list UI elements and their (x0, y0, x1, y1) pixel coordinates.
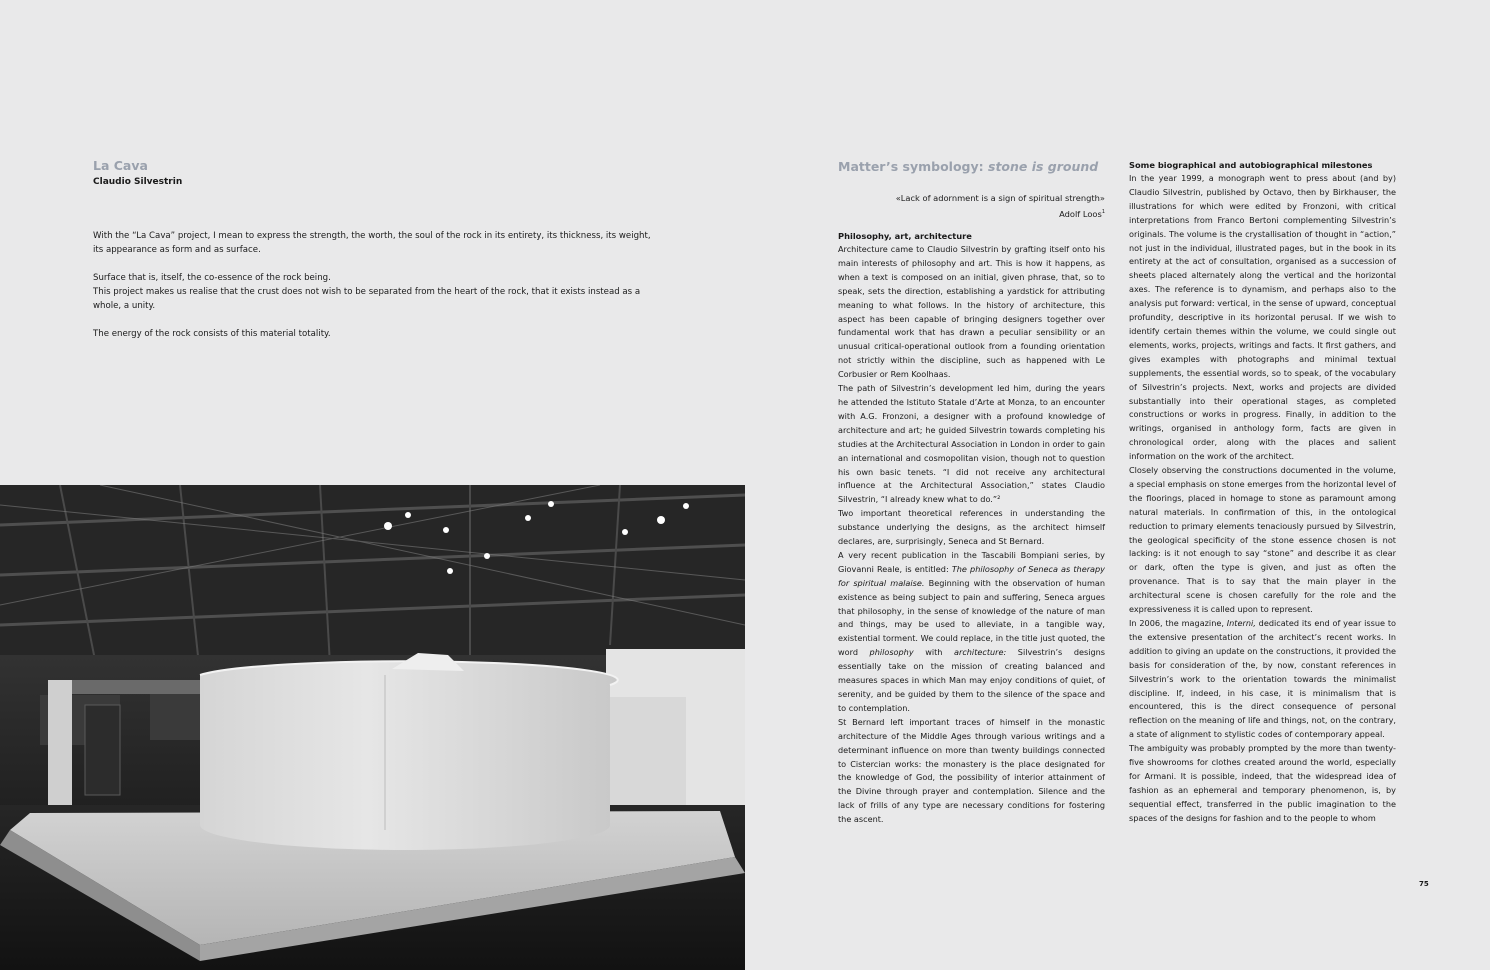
text-run: A very recent publication in the Tascabili Bompiani series, by Giovanni Reale, is entitled: (838, 549, 1105, 574)
epigraph (838, 191, 1105, 221)
intro-text (93, 229, 655, 355)
chapter-title-plain: Matter’s symbology: (838, 159, 988, 174)
epigraph-attribution (838, 205, 1105, 221)
chapter-title (838, 159, 1098, 174)
body-paragraph: Two important theoretical references in understanding the substance underlying the designs, as the architect himself declares, are, surprisingly, Seneca and St Bernard. (838, 508, 1105, 547)
body-paragraph (838, 549, 1105, 716)
body-paragraph: The ambiguity was probably prompted by the more than twenty-five showrooms for clothes created around the world, especially for Armani. It is possible, indeed, that the widespread idea of fashion as an ephemeral and temporary phenomenon, is, by sequential effect, transferred in the public imagination to the spaces of the designs for fashion and to the people to whom (1129, 743, 1396, 823)
section-heading: Some biographical and autobiographical milestones (1129, 160, 1373, 170)
epigraph-author: Adolf Loos (1059, 208, 1102, 219)
project-author: Claudio Silvestrin (93, 177, 183, 187)
body-paragraph: St Bernard left important traces of himself in the monastic architecture of the Middle Ages through various writings and a determinant influence on more than twenty buildings connected to Cistercian works: the monastery is the place designated for the knowledge of God, the possibility of interior attainment of the Divine through prayer and contemplation. Silence and the lack of frills of any type are necessary conditions for fostering the ascent. (838, 716, 1105, 825)
epigraph-quote: «Lack of adornment is a sign of spiritual strength» (895, 193, 1105, 203)
body-paragraph (1129, 617, 1396, 742)
footnote-marker: 1 (1101, 209, 1105, 215)
intro-paragraph: The energy of the rock consists of this material totality. (93, 329, 331, 339)
intro-paragraph: With the “La Cava” project, I mean to express the strength, the worth, the soul of the rock in its entirety, its thickness, its weight, its appearance as form and as surface. (93, 231, 651, 255)
text-run: In 2006, the magazine, (1129, 618, 1227, 628)
exhibition-photo (0, 485, 745, 970)
body-paragraph: In the year 1999, a monograph went to press about (and by) Claudio Silvestrin, published by Octavo, then by Birkhauser, the illustrations for which were edited by Fronzoni, with critical interpretations from Franco Bertoni complementing Silvestrin’s originals. The volume is the crystallisation of thought in “action,” not just in the individual, illustrated pages, but in the book in its entirety at the act of consultation, organised as a succession of sheets placed alternately along the vertical and the horizontal axes. The reference is to dynamism, and perhaps also to the analysis put forward: vertical, in the sense of upward, conceptual profundity, descriptive in its horizontal perusal. If we wish to identify certain themes within the volume, we could single out elements, works, projects, writings and facts. It first gathers, and gives examples with photographs and minimal textual supplements, the essential words, so to speak, of the vocabulary of Silvestrin’s projects. Next, works and projects are divided substantially into their operational stages, as completed constructions or works in progress. Finally, in addition to the writings, organised in anthology form, facts are given in chronological order, along with the places and salient information on the work of the architect. (1129, 173, 1396, 462)
section-heading: Philosophy, art, architecture (838, 231, 972, 241)
magazine-title: Interni, (1226, 618, 1256, 628)
emphasis: architecture: (954, 647, 1007, 658)
text-run: Silvestrin’s designs essentially take on the mission of creating balanced and measures spaces in which Man may enjoy conditions of quiet, of serenity, and be guided by them to the silence of the space and to contemplation. (838, 647, 1106, 713)
text-column-2 (1129, 158, 1396, 826)
body-paragraph: Architecture came to Claudio Silvestrin by grafting itself onto his main interests of philosophy and art. This is how it happens, as when a text is composed on an initial, given phrase, that, so to speak, sets the direction, establishing a yardstick for attributing meaning to what follows. In the history of architecture, this aspect has been capable of bringing designers together over fundamental work that has drawn a peculiar sensibility or an unusual critical-operational outlook from a founding orientation not strictly within the discipline, such as happened with Le Corbusier or Rem Koolhaas. (838, 244, 1105, 380)
body-paragraph: Closely observing the constructions documented in the volume, a special emphasis on stone emerges from the horizontal level of the floorings, placed in homage to stone as paramount among natural materials. In confirmation of this, in the ontological reduction to primary elements tenaciously pursued by Silvestrin, the geological specificity of the stone essence chosen is not lacking: is it not enough to say “stone” and describe it as clear or dark, often the type is given, and just as often the provenance. That is to say that the main player in the architectural scene is chosen carefully for the role and the expressiveness it is called upon to represent. (1129, 465, 1396, 615)
la-cava-installation-image (0, 485, 745, 970)
body-paragraph: The path of Silvestrin’s development led him, during the years he attended the Istituto Statale d’Arte at Monza, to an encounter with A.G. Fronzoni, a designer with a profound knowledge of architecture and art; he guided Silvestrin towards completing his studies at the Architectural Association in London in order to gain an international and cosmopolitan vision, though not to question his own basic tenets. “I did not receive any architectural influence at the Architectural Association,” states Claudio Silvestrin, “I already knew what to do.”² (838, 383, 1105, 505)
book-title: The philosophy of Seneca as therapy for spiritual malaise. (838, 563, 1105, 588)
text-run: dedicated its end of year issue to the extensive presentation of the architect’s recent works. In addition to giving an update on the constructions, it provided the basis for consideration of the, by now, constant references in Silvestrin’s work to the orientation towards the minimalist discipline. If, indeed, in his case, it is minimalism that is encountered, this is the direct consequence of personal reflection on the meaning of life and things, not, on the contrary, a state of alignment to stylistic codes of contemporary appeal. (1129, 618, 1396, 740)
project-title: La Cava (93, 158, 148, 173)
text-column-1 (838, 229, 1105, 827)
emphasis: philosophy (869, 647, 914, 658)
text-run: with (913, 647, 954, 658)
chapter-title-italic: stone is ground (988, 159, 1099, 174)
intro-paragraph: Surface that is, itself, the co-essence of the rock being. This project makes us realise that the crust does not wish to be separated from the heart of the rock, that it exists instead as a whole, a unity. (93, 273, 641, 311)
text-run: Beginning with the observation of human existence as being subject to pain and suffering, Seneca argues that philosophy, in the sense of knowledge of the nature of man and things, may be used to alleviate, in a tangible way, existential torment. We could replace, in the title just quoted, the word (838, 577, 1105, 658)
page-number: 75 (1419, 880, 1429, 888)
